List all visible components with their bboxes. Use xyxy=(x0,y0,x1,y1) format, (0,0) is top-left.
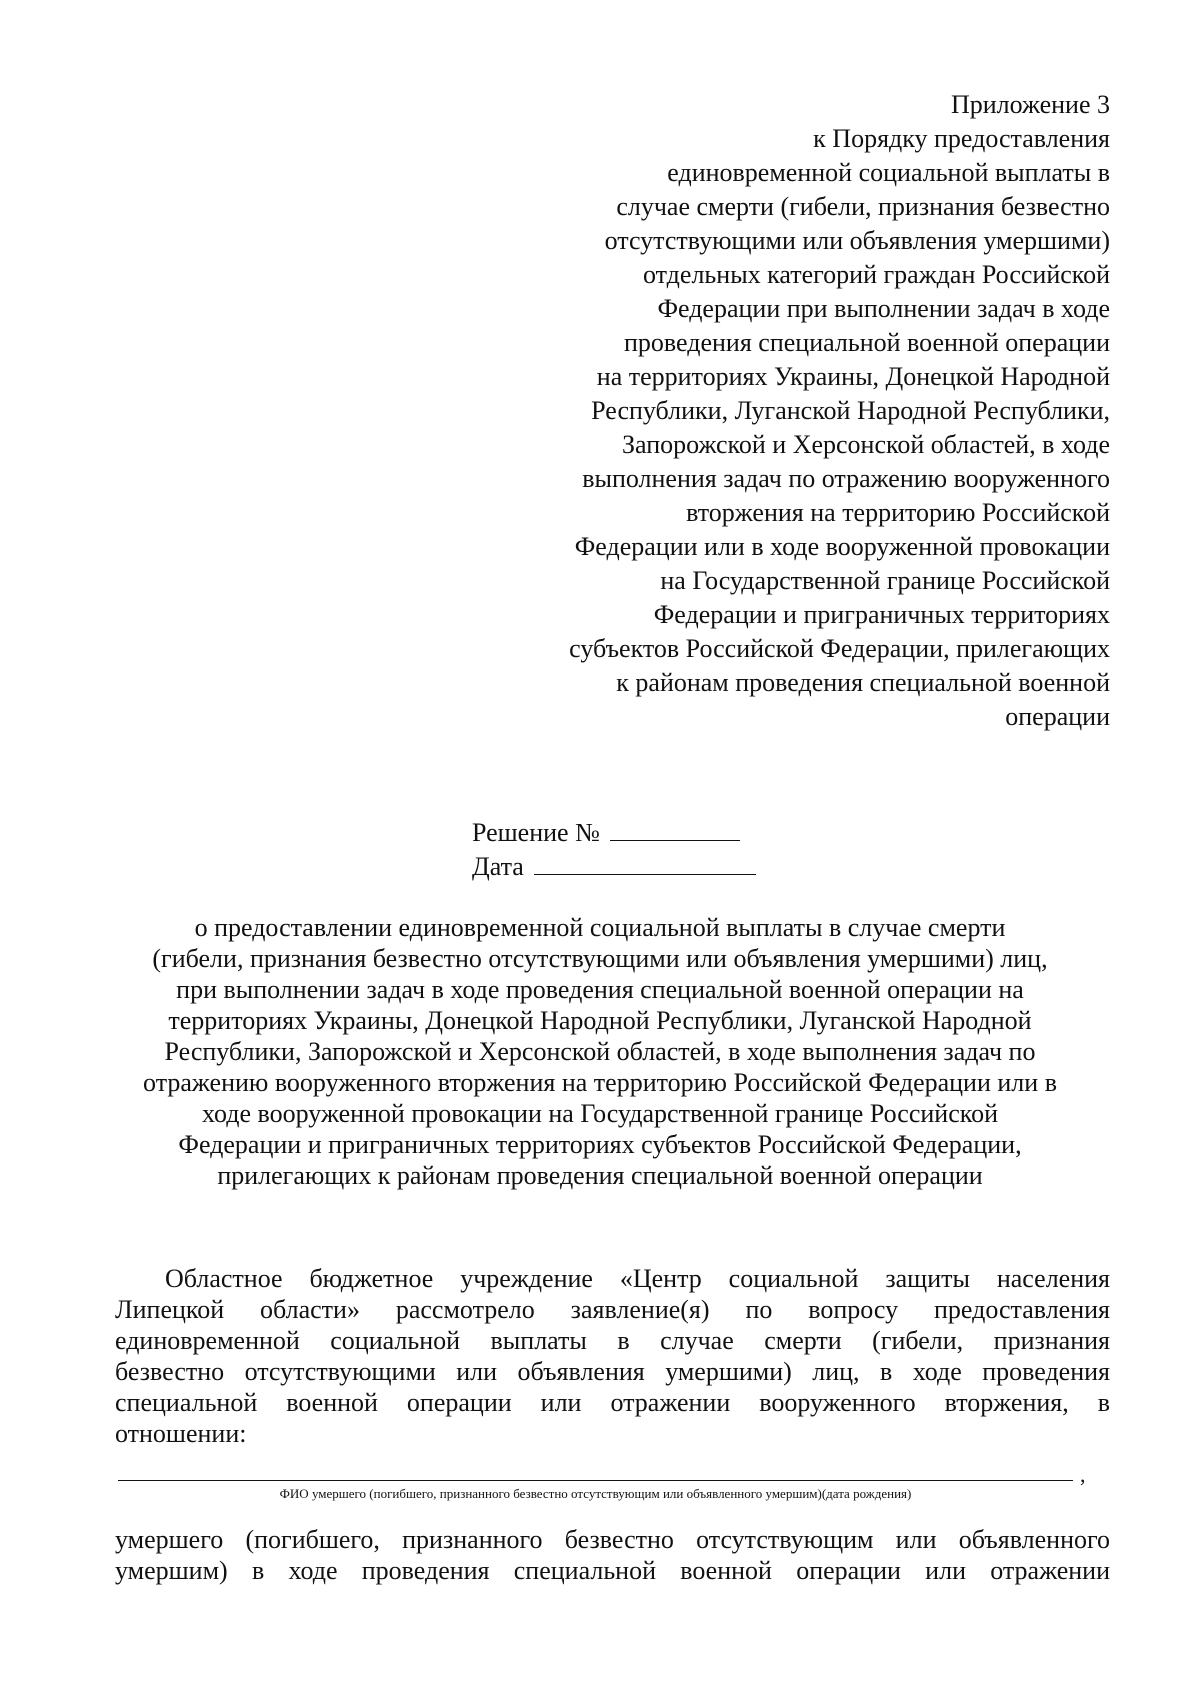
appendix-line: проведения специальной военной операции xyxy=(624,328,1110,357)
paragraph-line: Липецкой области» рассмотрело заявление(я) по вопросу предоставления xyxy=(115,1295,1110,1324)
subject-line: прилегающих к районам проведения специальной военной операции xyxy=(217,1161,983,1190)
appendix-line: Федерации при выполнении задач в ходе xyxy=(657,294,1110,323)
appendix-line: на территориях Украины, Донецкой Народной xyxy=(596,362,1110,391)
body-paragraph-1 xyxy=(115,1263,1110,1449)
appendix-line: Республики, Луганской Народной Республики, xyxy=(591,396,1110,425)
paragraph-line: единовременной социальной выплаты в случае смерти (гибели, признания xyxy=(115,1326,1110,1355)
subject-line: о предоставлении единовременной социальной выплаты в случае смерти xyxy=(194,913,1006,942)
subject-line: Республики, Запорожской и Херсонской областей, в ходе выполнения задач по xyxy=(164,1037,1036,1066)
appendix-line: к Порядку предоставления xyxy=(813,124,1110,153)
appendix-line: субъектов Российской Федерации, прилегающих xyxy=(569,634,1110,663)
appendix-line: отсутствующими или объявления умершими) xyxy=(604,226,1110,255)
paragraph-line: умершим) в ходе проведения специальной военной операции или отражении xyxy=(115,1556,1110,1585)
decision-number-blank xyxy=(610,820,740,841)
appendix-line: Запорожской и Херсонской областей, в ходе xyxy=(622,430,1110,459)
appendix-line: вторжения на территорию Российской xyxy=(686,498,1110,527)
appendix-line: операции xyxy=(1005,702,1110,731)
subject-line: (гибели, признания безвестно отсутствующими или объявления умершими) лиц, xyxy=(152,944,1048,973)
appendix-line: Федерации и приграничных территориях xyxy=(653,600,1110,629)
appendix-line: Федерации или в ходе вооруженной провокации xyxy=(574,532,1110,561)
decision-date-label: Дата xyxy=(472,852,524,881)
paragraph-line: безвестно отсутствующими или объявления умершими) лиц, в ходе проведения xyxy=(115,1357,1110,1386)
subject-line: ходе вооруженной провокации на Государственной границе Российской xyxy=(202,1099,998,1128)
decision-subject xyxy=(100,912,1100,1191)
fill-comma: , xyxy=(1080,1462,1086,1487)
appendix-line: отдельных категорий граждан Российской xyxy=(643,260,1110,289)
paragraph-line: отношении: xyxy=(115,1419,247,1448)
appendix-line: к районам проведения специальной военной xyxy=(616,668,1110,697)
appendix-line: единовременной социальной выплаты в xyxy=(667,158,1110,187)
paragraph-line: Областное бюджетное учреждение «Центр социальной защиты населения xyxy=(165,1264,1110,1293)
paragraph-line: специальной военной операции или отражении вооруженного вторжения, в xyxy=(115,1388,1110,1417)
decision-header xyxy=(472,816,756,884)
appendix-line: случае смерти (гибели, признания безвестно xyxy=(616,192,1110,221)
appendix-line: на Государственной границе Российской xyxy=(660,566,1110,595)
subject-line: Федерации и приграничных территориях субъектов Российской Федерации, xyxy=(178,1130,1022,1159)
decision-number-row xyxy=(472,816,756,850)
subject-line: при выполнении задач в ходе проведения специальной военной операции на xyxy=(176,975,1024,1004)
appendix-line: выполнения задач по отражению вооруженного xyxy=(582,464,1110,493)
body-paragraph-2 xyxy=(115,1524,1110,1586)
decision-date-blank xyxy=(534,854,756,875)
paragraph-line: умершего (погибшего, признанного безвестно отсутствующим или объявленного xyxy=(115,1525,1110,1554)
deceased-name-caption: ФИО умершего (погибшего, признанного безвестно отсутствующим или объявленного умершим)(дата рождения) xyxy=(279,1486,912,1501)
subject-line: отражению вооруженного вторжения на территорию Российской Федерации или в xyxy=(143,1068,1057,1097)
decision-date-row xyxy=(472,850,756,884)
decision-number-label: Решение № xyxy=(472,818,600,847)
subject-line: территориях Украины, Донецкой Народной Республики, Луганской Народной xyxy=(168,1006,1032,1035)
deceased-name-blank xyxy=(118,1480,1073,1481)
appendix-line: Приложение 3 xyxy=(950,90,1110,119)
appendix-header xyxy=(490,88,1110,734)
